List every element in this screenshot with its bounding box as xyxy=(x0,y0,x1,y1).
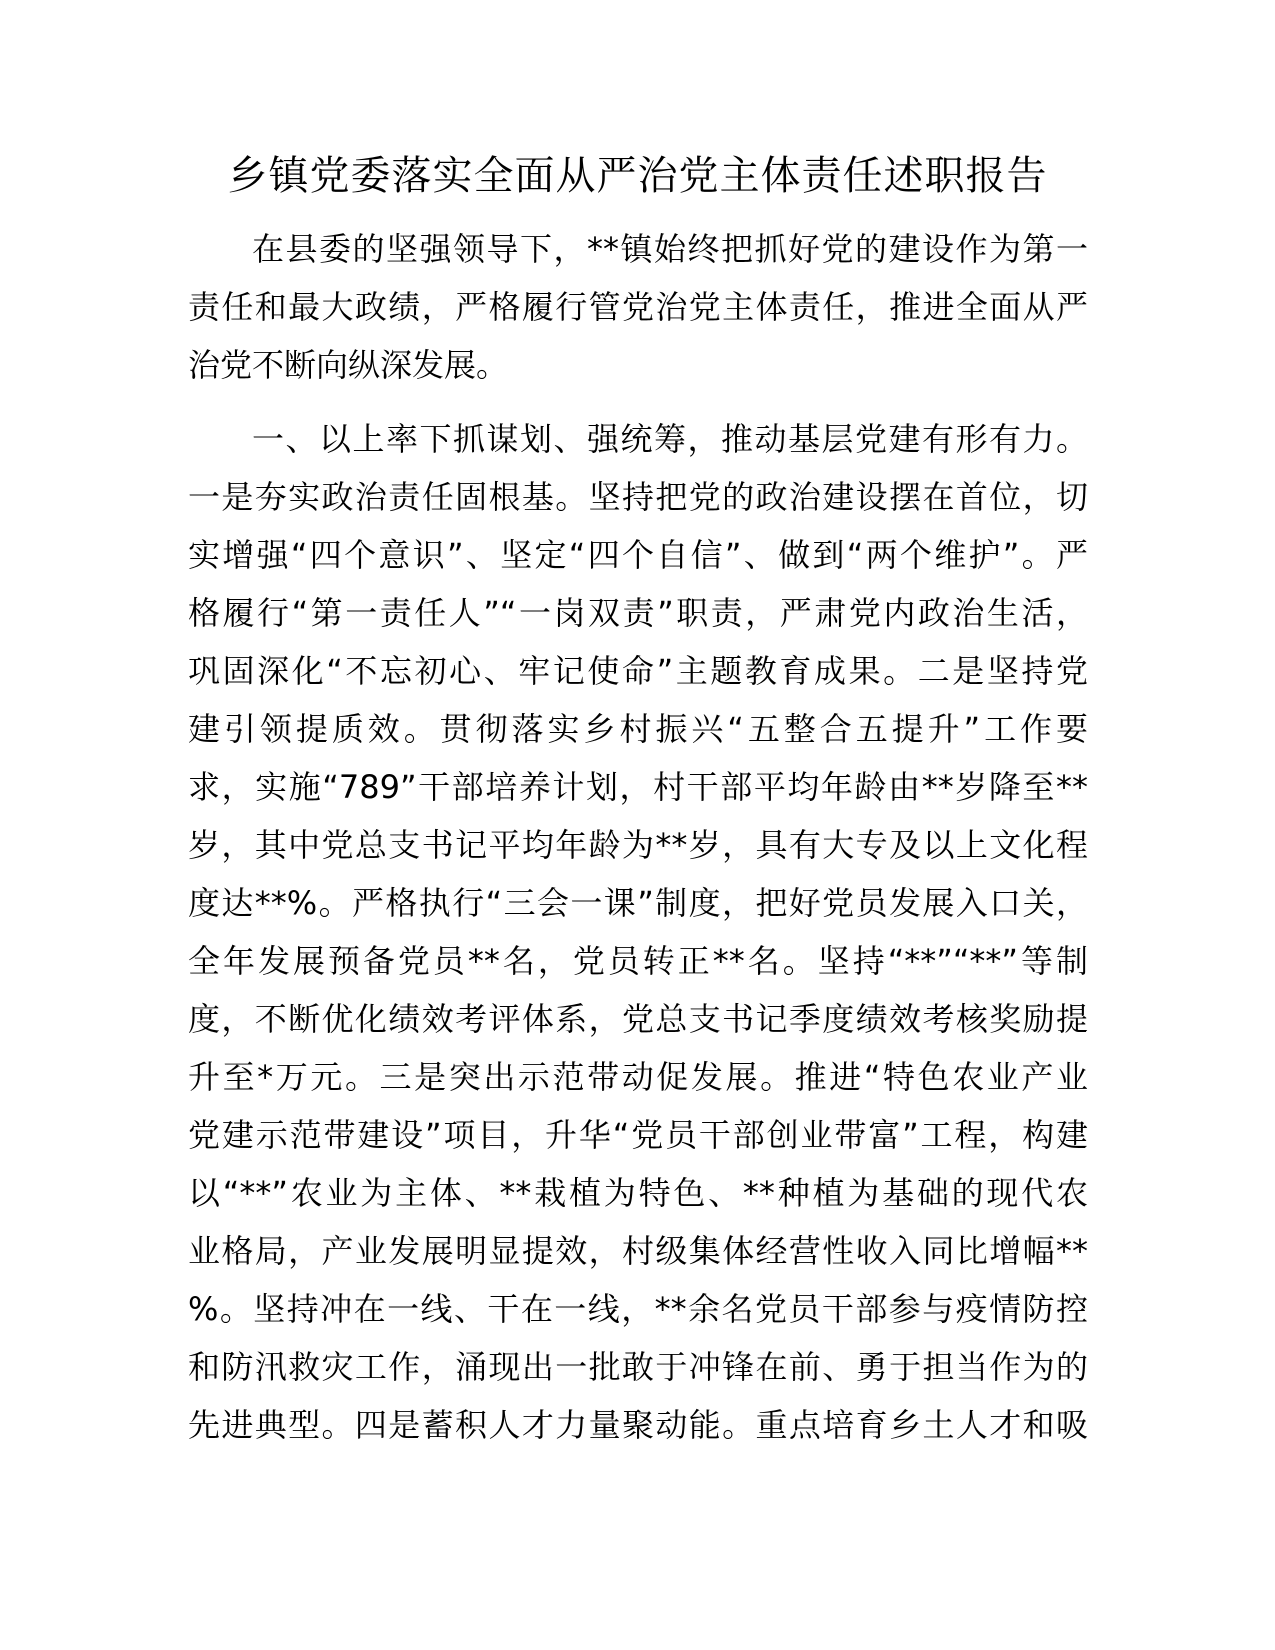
text-line: 度达**%。严格执行“三会一课”制度，把好党员发展入口关， xyxy=(188,884,1088,922)
text-line: 在县委的坚强领导下，**镇始终把抓好党的建设作为第一 xyxy=(252,230,1088,268)
text-line: 责任和最大政绩，严格履行管党治党主体责任，推进全面从严 xyxy=(188,288,1088,326)
text-line: 治党不断向纵深发展。 xyxy=(188,346,509,384)
paragraph-intro xyxy=(188,220,1088,394)
text-line: 党建示范带建设”项目，升华“党员干部创业带富”工程，构建 xyxy=(188,1116,1088,1154)
text-line: 建引领提质效。贯彻落实乡村振兴“五整合五提升”工作要 xyxy=(188,710,1088,748)
document-title: 乡镇党委落实全面从严治党主体责任述职报告 xyxy=(227,153,1048,199)
text-line: 全年发展预备党员**名，党员转正**名。坚持“**”“**”等制 xyxy=(188,942,1088,980)
text-line: 实增强“四个意识”、坚定“四个自信”、做到“两个维护”。严 xyxy=(188,536,1088,574)
text-line: 一是夯实政治责任固根基。坚持把党的政治建设摆在首位，切 xyxy=(188,478,1088,516)
text-line: 和防汛救灾工作，涌现出一批敢于冲锋在前、勇于担当作为的 xyxy=(188,1348,1088,1386)
paragraph-section-one xyxy=(188,410,1088,1454)
section-heading-line: 一、以上率下抓谋划、强统筹，推动基层党建有形有力。 xyxy=(252,420,1088,458)
text-line: %。坚持冲在一线、干在一线，**余名党员干部参与疫情防控 xyxy=(188,1290,1088,1328)
text-line: 求，实施“789”干部培养计划，村干部平均年龄由**岁降至** xyxy=(188,768,1088,806)
text-line: 岁，其中党总支书记平均年龄为**岁，具有大专及以上文化程 xyxy=(188,826,1088,864)
text-line: 巩固深化“不忘初心、牢记使命”主题教育成果。二是坚持党 xyxy=(188,652,1088,690)
text-line: 先进典型。四是蓄积人才力量聚动能。重点培育乡土人才和吸 xyxy=(188,1406,1088,1444)
text-line: 度，不断优化绩效考评体系，党总支书记季度绩效考核奖励提 xyxy=(188,1000,1088,1038)
text-line: 业格局，产业发展明显提效，村级集体经营性收入同比增幅** xyxy=(188,1232,1088,1270)
text-line: 升至*万元。三是突出示范带动促发展。推进“特色农业产业 xyxy=(188,1058,1088,1096)
text-line: 格履行“第一责任人”“一岗双责”职责，严肃党内政治生活， xyxy=(188,594,1088,632)
text-line: 以“**”农业为主体、**栽植为特色、**种植为基础的现代农 xyxy=(188,1174,1088,1212)
